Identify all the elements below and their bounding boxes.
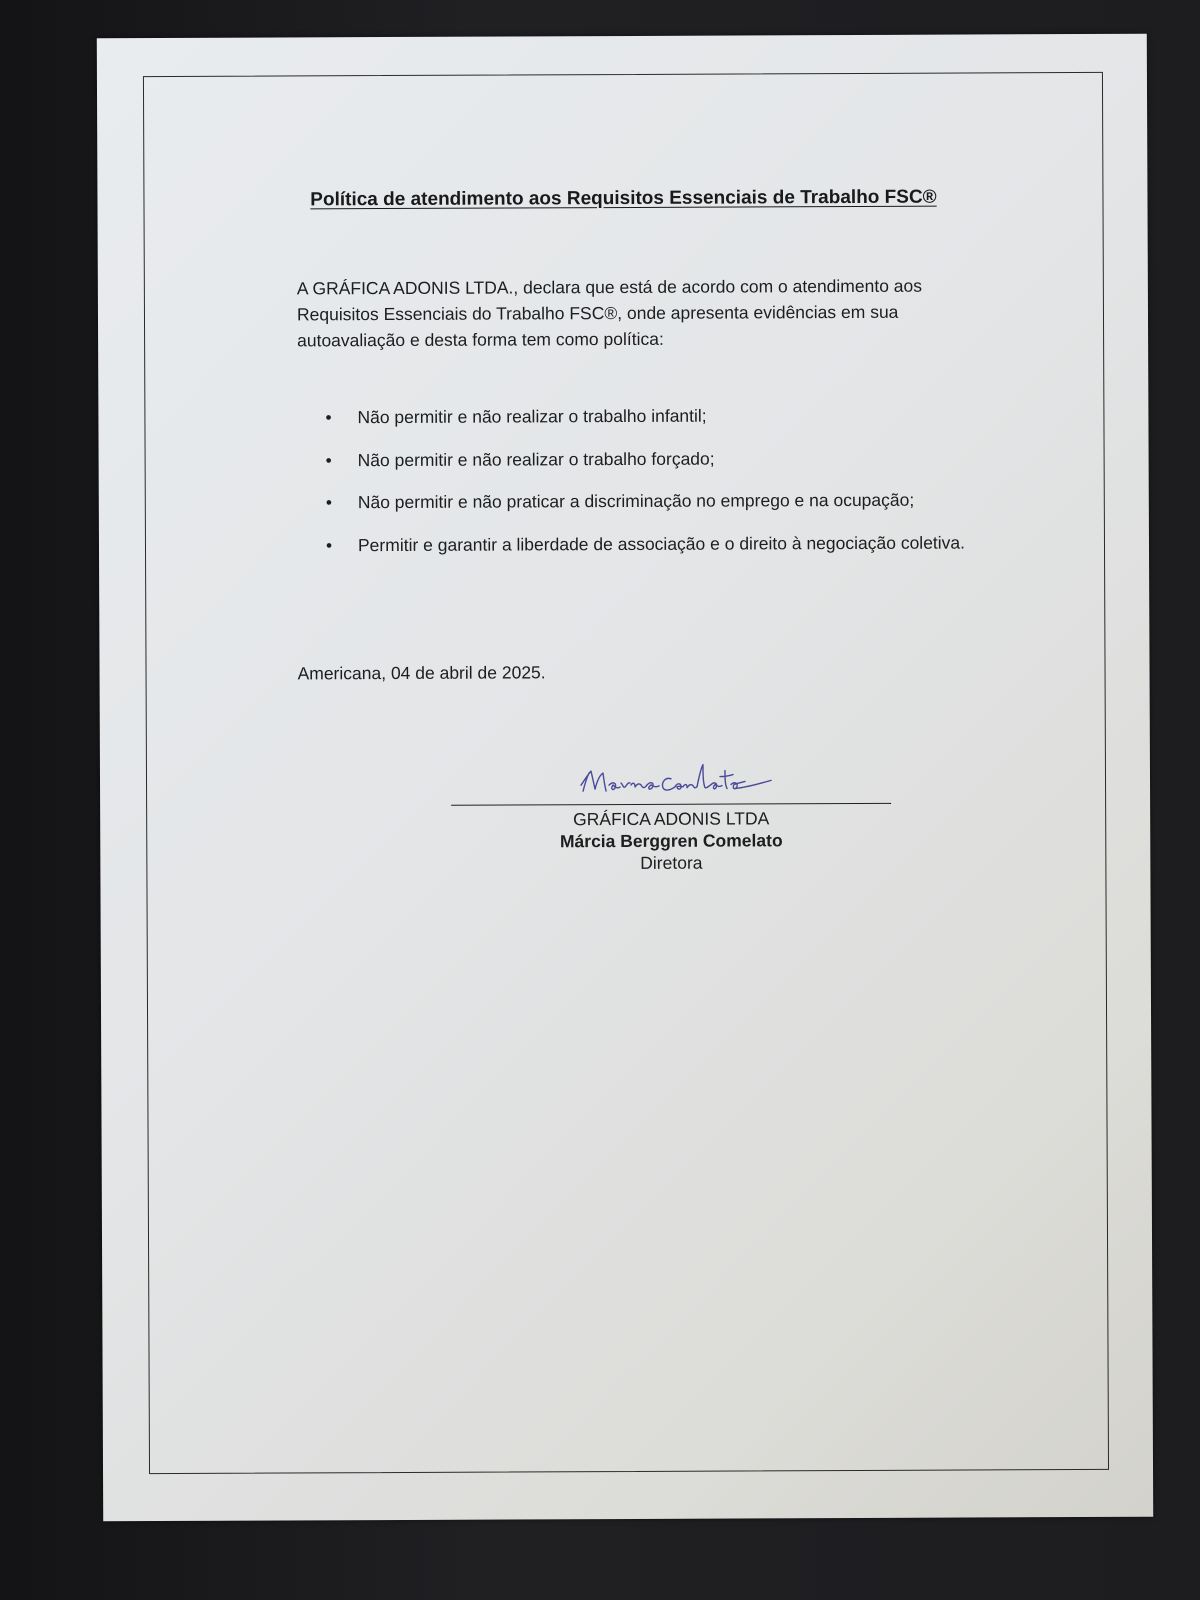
signatory-name: Márcia Berggren Comelato [559,830,783,852]
bullet-icon: • [325,492,332,513]
intro-line: autoavaliação e desta forma tem como política: [297,328,664,351]
bullet-icon: • [325,449,332,470]
document-title: Política de atendimento aos Requisitos Essenciais de Trabalho FSC® [310,186,937,211]
bullet-icon: • [325,407,332,428]
policy-text: Permitir e garantir a liberdade de associação e o direito à negociação coletiva. [357,532,966,555]
signatory-company: GRÁFICA ADONIS LTDA [573,808,770,830]
policy-item [322,444,1062,490]
bullet-icon: • [325,534,333,555]
date-line: Americana, 04 de abril de 2025. [297,662,546,684]
signature-block [451,807,891,875]
intro-line: A GRÁFICA ADONIS LTDA., declara que está de acordo com o atendimento aos [296,275,923,299]
page-border [143,72,1109,1474]
signatory-role: Diretora [640,852,703,873]
handwritten-signature [575,754,785,799]
intro-paragraph [297,272,1017,353]
policy-text: Não permitir e não realizar o trabalho infantil; [357,405,707,428]
signature-line [451,803,891,806]
policy-text: Não permitir e não praticar a discriminação no emprego e na ocupação; [357,489,915,513]
policy-item [322,486,1062,532]
intro-line: Requisitos Essenciais do Trabalho FSC®, onde apresenta evidências em sua [296,301,899,325]
policy-list [321,401,1062,574]
policy-text: Não permitir e não realizar o trabalho forçado; [357,448,715,470]
policy-item [321,401,1061,447]
policy-item [322,529,1062,575]
paper-sheet [97,34,1153,1522]
